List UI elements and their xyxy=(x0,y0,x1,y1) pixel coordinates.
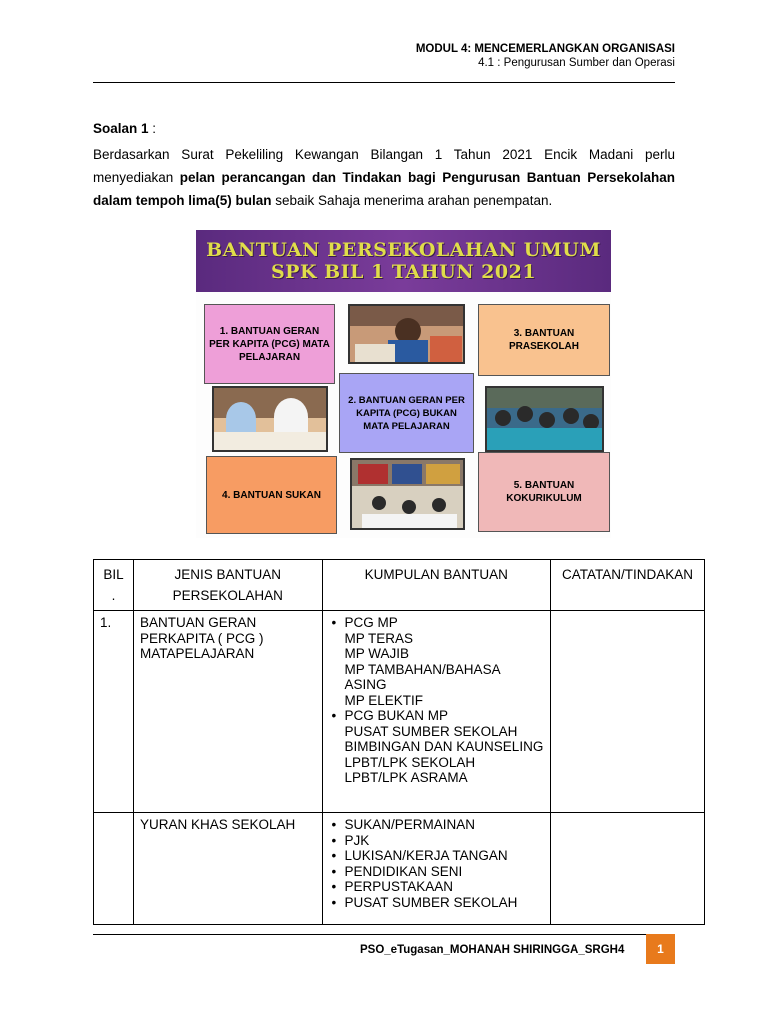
list-item: MP WAJIB xyxy=(344,646,410,661)
header-bil: BIL . xyxy=(94,560,134,611)
infographic-title-line1: BANTUAN PERSEKOLAHAN UMUM xyxy=(206,239,601,261)
list-item: MP TAMBAHAN/BAHASA ASING xyxy=(344,661,500,692)
list-item: MP ELEKTIF xyxy=(344,692,424,708)
question-text: Berdasarkan Surat Pekeliling Kewangan Bilangan 1 Tahun 2021 Encik Madani perlu menyediakan pelan perancangan dan Tindakan bagi Pengurusan Bantuan Persekolahan dalam tempoh lima(5) bulan sebaik Sahaja menerima arahan penempatan. xyxy=(93,147,675,208)
list-item: • PUSAT SUMBER SEKOLAH xyxy=(331,894,518,910)
header-kumpulan: KUMPULAN BANTUAN xyxy=(322,560,551,611)
running-header xyxy=(416,42,675,70)
aid-table xyxy=(93,559,705,925)
row1-jenis: BANTUAN GERAN PERKAPITA ( PCG ) MATAPELAJARAN xyxy=(133,611,322,813)
list-item: PUSAT SUMBER SEKOLAH xyxy=(344,723,518,739)
row1-bil: 1. xyxy=(94,611,134,813)
list-item: • SUKAN/PERMAINAN xyxy=(331,817,476,832)
row2-jenis: YURAN KHAS SEKOLAH xyxy=(133,813,322,925)
row1-catatan xyxy=(551,611,705,813)
infographic xyxy=(196,230,611,538)
list-item: MP TERAS xyxy=(344,630,414,646)
list-item: • PCG MP xyxy=(331,615,398,630)
table-header-row xyxy=(94,560,705,611)
list-item: • PENDIDIKAN SENI xyxy=(331,863,463,879)
list-item: LPBT/LPK SEKOLAH xyxy=(344,754,476,770)
row2-kumpulan xyxy=(322,813,551,925)
row2-bil xyxy=(94,813,134,925)
row2-catatan xyxy=(551,813,705,925)
aid-box-4: 4. BANTUAN SUKAN xyxy=(206,456,337,534)
footer-divider xyxy=(93,934,675,935)
table-row xyxy=(94,813,705,925)
list-item: • LUKISAN/KERJA TANGAN xyxy=(331,848,508,863)
question-emphasis: pelan perancangan dan Tindakan bagi Pengurusan Bantuan Persekolahan dalam tempoh lima(5) bulan xyxy=(93,170,675,208)
row1-group2 xyxy=(329,708,545,724)
module-title: MODUL 4: MENCEMERLANGKAN ORGANISASI xyxy=(415,43,675,55)
aid-box-1: 1. BANTUAN GERAN PER KAPITA (PCG) MATA PELAJARAN xyxy=(204,304,335,384)
aid-box-3: 3. BANTUAN PRASEKOLAH xyxy=(478,304,610,376)
row1-group1 xyxy=(329,615,545,631)
list-item: • PJK xyxy=(331,832,370,848)
list-item: LPBT/LPK ASRAMA xyxy=(344,770,468,785)
aid-box-5: 5. BANTUAN KOKURIKULUM xyxy=(478,452,610,532)
aid-box-2: 2. BANTUAN GERAN PER KAPITA (PCG) BUKAN MATA PELAJARAN xyxy=(339,373,474,453)
page-number: 1 xyxy=(646,934,675,964)
footer-text: PSO_eTugasan_MOHANAH SHIRINGGA_SRGH4 xyxy=(360,944,625,956)
infographic-banner xyxy=(196,230,611,292)
list-item: • PCG BUKAN MP xyxy=(331,708,449,723)
header-divider xyxy=(93,82,675,83)
list-item: • PERPUSTAKAAN xyxy=(331,879,454,894)
header-jenis: JENIS BANTUAN PERSEKOLAHAN xyxy=(133,560,322,611)
photo-students-writing xyxy=(348,304,465,364)
list-item: BIMBINGAN DAN KAUNSELING xyxy=(344,739,544,754)
photo-preschool-crowd xyxy=(485,386,604,452)
table-row xyxy=(94,611,705,813)
header-catatan: CATATAN/TINDAKAN xyxy=(551,560,705,611)
section-title: 4.1 : Pengurusan Sumber dan Operasi xyxy=(478,57,675,69)
photo-girls-studying xyxy=(212,386,328,452)
infographic-title-line2: SPK BIL 1 TAHUN 2021 xyxy=(270,261,537,283)
photo-library xyxy=(350,458,465,530)
question-label: Soalan 1 : xyxy=(93,121,157,136)
row1-kumpulan xyxy=(322,611,551,813)
